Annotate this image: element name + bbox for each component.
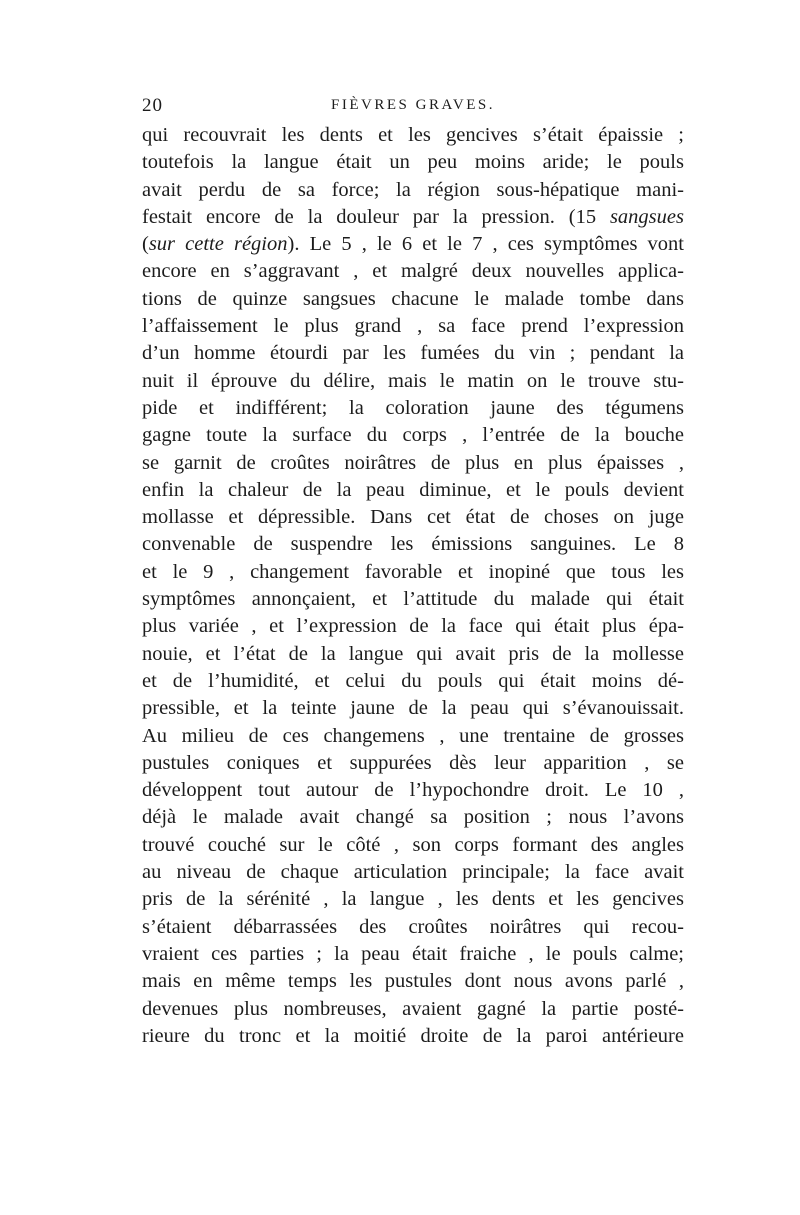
- text-line: mais en même temps les pustules dont nous avons parlé ,: [142, 970, 684, 993]
- text-line: pustules coniques et suppurées dès leur apparition , se: [142, 751, 684, 774]
- text-line: enfin la chaleur de la peau diminue, et le pouls devient: [142, 478, 684, 501]
- text-line: pressible, et la teinte jaune de la peau qui s’évanouissait.: [142, 697, 684, 720]
- text-line: avait perdu de sa force; la région sous-hépatique mani-: [142, 178, 684, 201]
- text-line: pide et indifférent; la coloration jaune des tégumens: [142, 396, 684, 419]
- text-line: mollasse et dépressible. Dans cet état de choses on juge: [142, 506, 684, 529]
- text-line: devenues plus nombreuses, avaient gagné la partie posté-: [142, 997, 684, 1020]
- text-line: gagne toute la surface du corps , l’entrée de la bouche: [142, 424, 684, 447]
- text-line: encore en s’aggravant , et malgré deux nouvelles applica-: [142, 260, 684, 283]
- body-text: [142, 122, 684, 1050]
- text-line: plus variée , et l’expression de la face qui était plus épa-: [142, 615, 684, 638]
- text-line: et le 9 , changement favorable et inopiné que tous les: [142, 560, 684, 583]
- text-line: déjà le malade avait changé sa position ; nous l’avons: [142, 806, 684, 829]
- text-line: trouvé couché sur le côté , son corps formant des angles: [142, 833, 684, 856]
- text-line: qui recouvrait les dents et les gencives s’était épaissie ;: [142, 124, 684, 146]
- italic-text: sur cette région: [148, 233, 288, 256]
- text-line: convenable de suspendre les émissions sanguines. Le 8: [142, 533, 684, 556]
- text-line: se garnit de croûtes noirâtres de plus en plus épaisses ,: [142, 451, 684, 474]
- text-line: Au milieu de ces changemens , une trentaine de grosses: [142, 724, 684, 747]
- running-title: FIÈVRES GRAVES.: [331, 97, 495, 113]
- text-line: développent tout autour de l’hypochondre droit. Le 10 ,: [142, 779, 684, 802]
- text-line: nuit il éprouve du délire, mais le matin on le trouve stu-: [142, 369, 684, 392]
- text-segment: festait encore de la douleur par la pression. (15: [142, 205, 610, 228]
- text-line: vraient ces parties ; la peau était fraiche , le pouls calme;: [142, 942, 684, 965]
- text-line: l’affaissement le plus grand , sa face prend l’expression: [142, 315, 684, 338]
- text-segment: ). Le 5 , le 6 et le 7 , ces symptômes vont: [287, 233, 684, 256]
- text-line: d’un homme étourdi par les fumées du vin ; pendant la: [142, 342, 684, 365]
- text-line: s’étaient débarrassées des croûtes noirâtres qui recou-: [142, 915, 684, 938]
- text-line: et de l’humidité, et celui du pouls qui était moins dé-: [142, 669, 684, 692]
- text-line: symptômes annonçaient, et l’attitude du malade qui était: [142, 588, 684, 611]
- italic-text: sangsues: [609, 205, 684, 228]
- text-line: rieure du tronc et la moitié droite de la paroi antérieure: [142, 1024, 684, 1047]
- page-header: [142, 95, 684, 119]
- text-line: pris de la sérénité , la langue , les dents et les gencives: [142, 888, 684, 911]
- text-line: au niveau de chaque articulation principale; la face avait: [142, 861, 684, 884]
- text-line: tions de quinze sangsues chacune le malade tombe dans: [142, 287, 684, 310]
- text-line: nouie, et l’état de la langue qui avait pris de la mollesse: [142, 642, 684, 665]
- text-line: toutefois la langue était un peu moins aride; le pouls: [142, 151, 684, 174]
- text-line-with-italic: (sur cette région). Le 5 , le 6 et le 7 , ces symptômes vont: [142, 233, 684, 256]
- text-line-with-italic: [142, 204, 684, 231]
- page-number: 20: [142, 95, 163, 116]
